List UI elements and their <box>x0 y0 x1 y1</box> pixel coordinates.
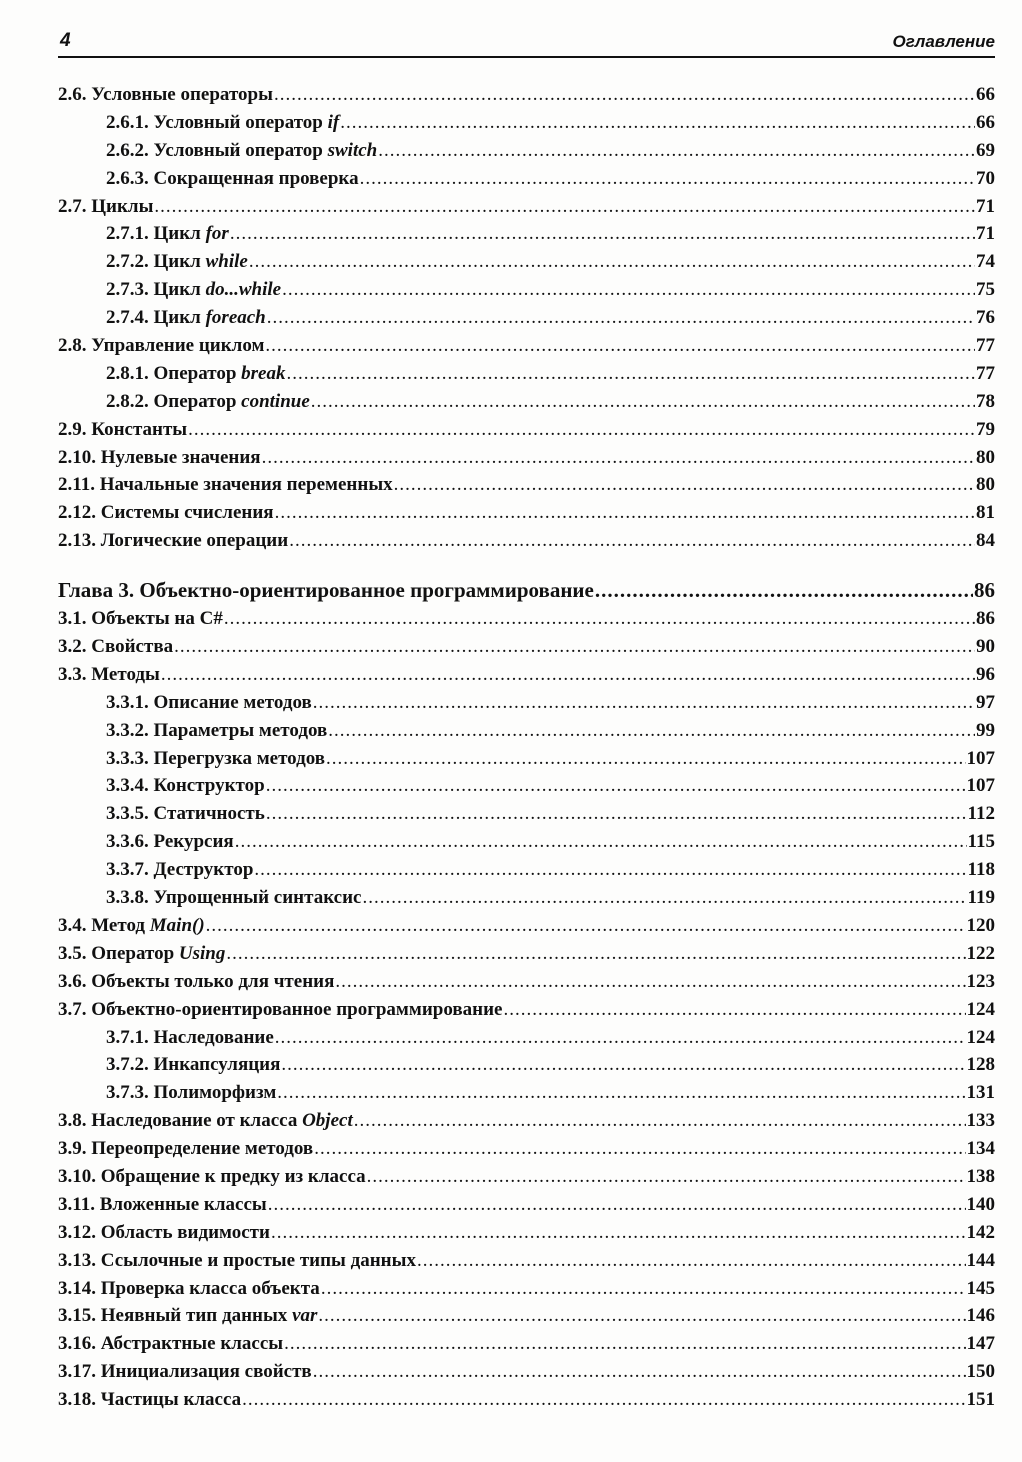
toc-entry-text: 3.10. Обращение к предку из класса <box>58 1165 366 1187</box>
toc-entry-title <box>106 803 265 825</box>
toc-entry-page: 80 <box>976 446 995 468</box>
toc-entry-title <box>58 1138 313 1160</box>
toc-entry-page: 74 <box>976 251 995 273</box>
toc-entry-text: 3.3.4. Конструктор <box>106 775 265 797</box>
toc-leader <box>271 1222 966 1244</box>
toc-entry-page: 133 <box>966 1110 995 1132</box>
toc-entry-title <box>106 307 266 329</box>
toc-entry-page: 123 <box>966 970 995 992</box>
toc-entry-title <box>58 1250 416 1272</box>
toc-leader <box>154 196 975 218</box>
toc-chapter-page: 86 <box>974 578 995 603</box>
toc-entry-text: 2.6.3. Сокращенная проверка <box>106 167 359 189</box>
toc-entry <box>58 1166 995 1194</box>
toc-entry-text: 3.3.2. Параметры методов <box>106 719 328 741</box>
toc-entry-page: 107 <box>966 775 995 797</box>
toc-entry-code-term: while <box>205 251 248 273</box>
toc-entry <box>58 1194 995 1222</box>
toc-entry <box>58 859 995 887</box>
toc-entry-text: 3.3.1. Описание методов <box>106 691 312 713</box>
toc-entry-title <box>58 1194 267 1216</box>
toc-entry-code-term: do...while <box>205 279 282 301</box>
toc-entry-page: 120 <box>966 914 995 936</box>
toc-entry-code-term: Using <box>178 942 226 964</box>
toc-entry-text: 2.6. Условные операторы <box>58 84 273 105</box>
toc-entry-page: 122 <box>966 942 995 964</box>
toc-entry <box>58 1222 995 1250</box>
toc-entry-text: 3.3.3. Перегрузка методов <box>106 747 326 769</box>
toc-entry-text: 3.5. Оператор <box>58 942 179 964</box>
toc-leader <box>206 915 966 937</box>
toc-entry-page: 71 <box>976 223 995 245</box>
toc-entry-text: 2.13. Логические операции <box>58 530 289 552</box>
toc-entry-code-term: continue <box>241 390 310 412</box>
toc-entry-text: 3.7. Объектно-ориентированное программирование <box>58 998 503 1020</box>
toc-entry-title <box>58 335 264 357</box>
toc-entry <box>58 999 995 1027</box>
toc-leader <box>284 1333 965 1355</box>
toc-leader <box>277 1082 965 1104</box>
toc-entry-title <box>58 664 160 686</box>
toc-entry-text: 2.7.2. Цикл <box>106 251 206 273</box>
toc-leader <box>314 1138 965 1160</box>
toc-entry-page: 81 <box>976 502 995 524</box>
toc-leader <box>281 1054 965 1076</box>
toc-section-2 <box>58 84 995 558</box>
toc-entry <box>58 664 995 692</box>
toc-entry <box>58 803 995 831</box>
toc-entry-page: 97 <box>976 691 995 713</box>
toc-leader <box>268 1194 966 1216</box>
toc-entry-title <box>58 1361 312 1383</box>
toc-leader <box>340 112 975 134</box>
toc-entry-page: 76 <box>976 307 995 329</box>
toc-leader <box>335 971 965 993</box>
toc-leader <box>313 692 975 714</box>
toc-entry-text: 3.1. Объекты на C# <box>58 608 223 630</box>
toc-entry-title <box>58 1389 241 1411</box>
toc-leader <box>249 251 975 273</box>
toc-entry-text: 3.8. Наследование от класса <box>58 1110 303 1132</box>
toc-leader <box>275 502 975 524</box>
toc-entry-page: 86 <box>976 608 995 630</box>
toc-entry-page: 150 <box>966 1361 995 1383</box>
toc-entry-page: 66 <box>976 111 995 133</box>
toc-leader <box>254 859 966 881</box>
toc-entry <box>58 84 995 112</box>
toc-entry <box>58 307 995 335</box>
toc-entry-title <box>106 168 359 190</box>
toc-leader <box>224 608 975 630</box>
toc-chapter-heading <box>58 578 995 606</box>
toc-leader <box>266 775 966 797</box>
toc-leader <box>262 447 975 469</box>
toc-leader <box>161 664 975 686</box>
toc-entry <box>58 1305 995 1333</box>
toc-leader <box>188 419 975 441</box>
toc-entry <box>58 474 995 502</box>
toc-entry <box>58 335 995 363</box>
toc-entry-text: 3.3.7. Деструктор <box>106 859 254 881</box>
toc-entry-page: 144 <box>966 1249 995 1271</box>
toc-entry-text: 3.9. Переопределение методов <box>58 1138 314 1160</box>
toc-entry <box>58 775 995 803</box>
toc-entry-page: 70 <box>976 167 995 189</box>
toc-entry-text: 2.10. Нулевые значения <box>58 446 261 468</box>
toc-entry-page: 131 <box>966 1082 995 1104</box>
toc-entry-title <box>106 887 361 909</box>
toc-entry <box>58 636 995 664</box>
toc-entry <box>58 419 995 447</box>
toc-entry-title <box>106 112 339 134</box>
toc-entry-text: 2.6.2. Условный оператор <box>106 139 328 161</box>
toc-leader <box>394 474 975 496</box>
toc-entry-title <box>58 999 502 1021</box>
toc-leader <box>367 1166 966 1188</box>
toc-leader <box>326 748 965 770</box>
toc-entry-page: 77 <box>976 362 995 384</box>
toc-leader <box>321 1278 966 1300</box>
toc-entry-text: 3.4. Метод <box>58 914 150 936</box>
toc-entry-title <box>106 391 310 413</box>
toc-entry-title <box>58 971 334 993</box>
toc-entry <box>58 168 995 196</box>
toc-entry <box>58 1389 995 1417</box>
toc-entry <box>58 1278 995 1306</box>
toc-entry <box>58 1250 995 1278</box>
toc-entry-text: 2.7.3. Цикл <box>106 279 206 301</box>
toc-entry-text: 2.12. Системы счисления <box>58 502 274 524</box>
toc-leader <box>226 943 965 965</box>
toc-entry <box>58 831 995 859</box>
toc-entry-title <box>106 251 248 273</box>
toc-entry-title <box>58 447 261 469</box>
toc-entry-code-term: for <box>205 223 229 245</box>
toc-leader <box>595 578 973 603</box>
toc-entry-title <box>106 1027 274 1049</box>
toc-entry-page: 115 <box>967 831 995 853</box>
toc-chapter-title: Глава 3. Объектно-ориентированное программирование <box>58 578 594 603</box>
toc-entry-title <box>106 859 253 881</box>
toc-entry <box>58 692 995 720</box>
toc-entry-text: 3.12. Область видимости <box>58 1221 270 1243</box>
toc-entry <box>58 447 995 475</box>
toc-entry-title <box>106 692 312 714</box>
toc-entry-title <box>58 196 153 218</box>
toc-entry-page: 80 <box>976 474 995 496</box>
toc-leader <box>354 1110 966 1132</box>
toc-entry <box>58 887 995 915</box>
toc-entry-code-term: switch <box>327 139 378 161</box>
toc-entry-page: 79 <box>976 418 995 440</box>
toc-entry <box>58 251 995 279</box>
toc-entry <box>58 196 995 224</box>
toc-entry-page: 84 <box>976 530 995 552</box>
toc-entry <box>58 1361 995 1389</box>
toc-leader <box>289 530 975 552</box>
toc-entry-page: 99 <box>976 719 995 741</box>
toc-leader <box>313 1361 966 1383</box>
toc-entry <box>58 279 995 307</box>
toc-entry-page: 124 <box>966 1026 995 1048</box>
toc-entry-code-term: if <box>327 111 340 133</box>
toc-leader <box>286 363 975 385</box>
toc-entry-code-term: Object <box>302 1110 353 1132</box>
toc-entry-page: 90 <box>976 636 995 658</box>
toc-entry <box>58 530 995 558</box>
toc-entry-page: 140 <box>966 1193 995 1215</box>
toc-entry <box>58 1333 995 1361</box>
toc-leader <box>174 636 975 658</box>
toc-entry-text: 3.14. Проверка класса объекта <box>58 1277 320 1299</box>
toc-entry-text: 2.8.2. Оператор <box>106 390 242 412</box>
toc-entry-page: 146 <box>966 1305 995 1327</box>
toc-leader <box>282 279 975 301</box>
toc-leader <box>230 223 975 245</box>
toc-entry-text: 2.8.1. Оператор <box>106 362 242 384</box>
toc-leader <box>378 140 975 162</box>
toc-entry-title <box>106 1082 276 1104</box>
toc-entry-page: 147 <box>966 1333 995 1355</box>
toc-entry-title <box>58 915 205 937</box>
toc-leader <box>266 803 967 825</box>
toc-entry-title <box>58 502 274 524</box>
toc-entry <box>58 720 995 748</box>
toc-leader <box>503 999 965 1021</box>
toc-entry-title <box>106 748 325 770</box>
toc-entry-page: 151 <box>966 1389 995 1411</box>
toc-entry-title <box>58 84 273 106</box>
toc-leader <box>235 831 967 853</box>
table-of-contents <box>58 84 995 1417</box>
toc-entry-text: 3.7.2. Инкапсуляция <box>106 1054 281 1076</box>
toc-entry-page: 77 <box>976 335 995 357</box>
toc-leader <box>267 307 975 329</box>
toc-entry-text: 3.2. Свойства <box>58 636 174 658</box>
toc-entry-title <box>106 720 327 742</box>
toc-entry-text: 3.7.1. Наследование <box>106 1026 274 1048</box>
toc-entry-page: 124 <box>966 998 995 1020</box>
toc-entry-title <box>58 1166 366 1188</box>
toc-entry-title <box>58 608 223 630</box>
toc-entry-title <box>106 363 285 385</box>
toc-leader <box>328 720 975 742</box>
toc-entry <box>58 1027 995 1055</box>
toc-entry-page: 145 <box>966 1277 995 1299</box>
toc-leader <box>274 84 975 106</box>
toc-entry-page: 138 <box>966 1165 995 1187</box>
toc-entry-text: 2.9. Константы <box>58 418 188 440</box>
toc-entry-text: 3.13. Ссылочные и простые типы данных <box>58 1249 416 1271</box>
toc-entry-page: 75 <box>976 279 995 301</box>
toc-entry-page: 96 <box>976 663 995 685</box>
toc-entry-title <box>58 530 288 552</box>
toc-leader <box>242 1389 965 1411</box>
toc-entry-page: 66 <box>976 84 995 105</box>
toc-entry-title <box>58 943 225 965</box>
toc-entry-title <box>58 1222 270 1244</box>
toc-entry-page: 78 <box>976 390 995 412</box>
toc-leader <box>265 335 975 357</box>
toc-entry-text: 2.8. Управление циклом <box>58 335 265 357</box>
toc-entry-text: 2.7.4. Цикл <box>106 307 206 329</box>
toc-entry-text: 3.7.3. Полиморфизм <box>106 1082 277 1104</box>
toc-entry-title <box>106 223 229 245</box>
toc-entry-text: 3.3.6. Рекурсия <box>106 831 234 853</box>
toc-entry <box>58 112 995 140</box>
toc-section-3 <box>58 608 995 1417</box>
toc-leader <box>318 1305 965 1327</box>
toc-entry-title <box>106 831 234 853</box>
toc-entry-page: 112 <box>967 803 995 825</box>
toc-entry-title <box>106 140 377 162</box>
toc-entry <box>58 943 995 971</box>
toc-entry-text: 3.16. Абстрактные классы <box>58 1333 284 1355</box>
toc-entry <box>58 1054 995 1082</box>
toc-entry-page: 128 <box>966 1054 995 1076</box>
toc-entry <box>58 915 995 943</box>
toc-entry-page: 69 <box>976 139 995 161</box>
toc-entry-text: 3.11. Вложенные классы <box>58 1193 267 1215</box>
toc-entry <box>58 748 995 776</box>
toc-entry-text: 3.6. Объекты только для чтения <box>58 970 335 992</box>
page-number: 4 <box>60 30 71 51</box>
toc-entry-text: 2.6.1. Условный оператор <box>106 111 328 133</box>
toc-entry <box>58 363 995 391</box>
toc-entry-text: 2.7. Циклы <box>58 195 154 217</box>
toc-entry-title <box>58 1278 320 1300</box>
toc-entry <box>58 1138 995 1166</box>
toc-leader <box>360 168 975 190</box>
toc-entry-title <box>58 636 173 658</box>
toc-entry-page: 107 <box>966 747 995 769</box>
toc-entry-page: 71 <box>976 195 995 217</box>
toc-entry-code-term: break <box>241 362 286 384</box>
toc-entry-page: 134 <box>966 1138 995 1160</box>
toc-entry-text: 3.18. Частицы класса <box>58 1389 242 1411</box>
toc-entry <box>58 223 995 251</box>
toc-entry-title <box>58 474 393 496</box>
toc-entry <box>58 1082 995 1110</box>
toc-entry-code-term: foreach <box>205 307 266 329</box>
toc-entry-text: 3.3. Методы <box>58 663 160 685</box>
toc-entry-title <box>58 1333 283 1355</box>
toc-entry-code-term: Main() <box>149 914 205 936</box>
toc-entry <box>58 391 995 419</box>
toc-entry <box>58 502 995 530</box>
toc-entry <box>58 1110 995 1138</box>
toc-leader <box>417 1250 966 1272</box>
running-title: Оглавление <box>892 32 995 51</box>
toc-entry-page: 142 <box>966 1221 995 1243</box>
toc-entry-title <box>58 1305 317 1327</box>
toc-entry-code-term: var <box>292 1305 318 1327</box>
toc-entry <box>58 140 995 168</box>
toc-entry-page: 118 <box>967 859 995 881</box>
toc-entry <box>58 608 995 636</box>
toc-entry-text: 3.17. Инициализация свойств <box>58 1361 312 1383</box>
toc-entry-title <box>106 1054 280 1076</box>
toc-leader <box>311 391 975 413</box>
toc-leader <box>362 887 966 909</box>
toc-entry-text: 2.7.1. Цикл <box>106 223 206 245</box>
page-header <box>58 30 995 58</box>
toc-leader <box>275 1027 966 1049</box>
toc-entry-text: 3.15. Неявный тип данных <box>58 1305 293 1327</box>
toc-entry-page: 119 <box>967 887 995 909</box>
toc-entry-title <box>106 775 265 797</box>
toc-entry-text: 3.3.8. Упрощенный синтаксис <box>106 887 362 909</box>
toc-entry-title <box>58 419 187 441</box>
toc-entry-title <box>106 279 281 301</box>
toc-entry-text: 3.3.5. Статичность <box>106 803 265 825</box>
toc-entry <box>58 971 995 999</box>
toc-entry-text: 2.11. Начальные значения переменных <box>58 474 393 496</box>
toc-entry-title <box>58 1110 353 1132</box>
